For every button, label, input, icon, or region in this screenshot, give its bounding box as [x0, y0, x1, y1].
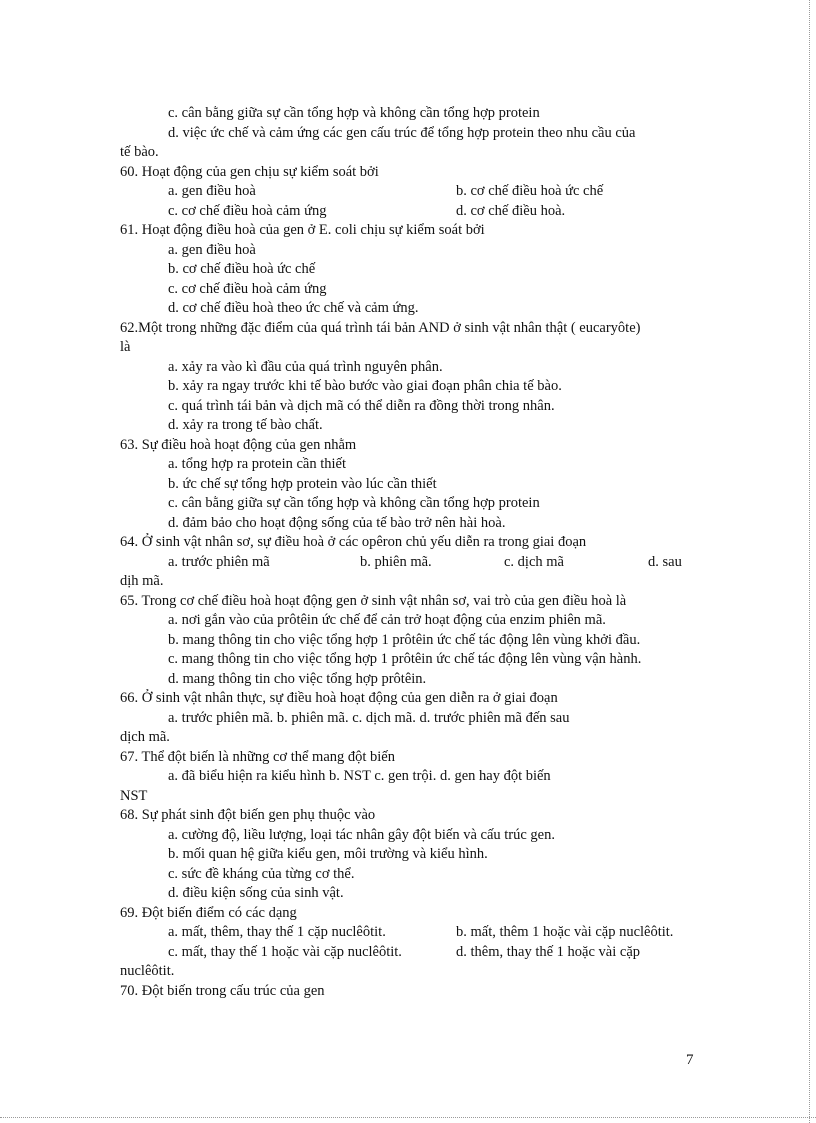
page-border-bottom: [0, 1117, 816, 1118]
answer-text: b. phiên mã.: [360, 554, 432, 570]
answer-text: c. dịch mã: [504, 554, 564, 570]
question-70: 70. Đột biến trong cấu trúc của gen: [120, 983, 325, 999]
question-66: 66. Ở sinh vật nhân thực, sự điều hoà hoạt động của gen diễn ra ở giai đoạn: [120, 690, 558, 706]
answer-text: d. thêm, thay thế 1 hoặc vài cặp: [456, 944, 641, 960]
answer-text: d. xảy ra trong tế bào chất.: [168, 417, 323, 433]
answer-text: b. xảy ra ngay trước khi tế bào bước vào giai đoạn phân chia tế bào.: [168, 378, 562, 394]
answer-text: a. nơi gắn vào của prôtêin ức chế để cản trở hoạt động của enzim phiên mã.: [168, 612, 606, 628]
answer-text: b. mối quan hệ giữa kiểu gen, môi trường và kiểu hình.: [168, 846, 488, 862]
answer-text: a. trước phiên mã: [168, 554, 270, 570]
answer-text: d. cơ chế điều hoà.: [456, 203, 566, 219]
question-65: 65. Trong cơ chế điều hoà hoạt động gen ở sinh vật nhân sơ, vai trò của gen điều hoà là: [120, 593, 627, 609]
answer-text: c. mang thông tin cho việc tổng hợp 1 prôtêin ức chế tác động lên vùng vận hành.: [168, 651, 642, 667]
answer-text: c. cân bằng giữa sự cần tổng hợp và không cần tổng hợp protein: [168, 495, 540, 511]
question-64: 64. Ở sinh vật nhân sơ, sự điều hoà ở các opêron chủ yếu diễn ra trong giai đoạn: [120, 534, 587, 550]
question-continuation: là: [120, 339, 131, 355]
answer-text: d. mang thông tin cho việc tổng hợp prôtêin.: [168, 671, 427, 687]
answer-continuation: NST: [120, 788, 148, 804]
question-68: 68. Sự phát sinh đột biến gen phụ thuộc vào: [120, 807, 376, 823]
answer-text: b. cơ chế điều hoà ức chế: [168, 261, 316, 277]
answer-text: c. sức đề kháng của từng cơ thể.: [168, 866, 355, 882]
question-67: 67. Thể đột biến là những cơ thể mang đột biến: [120, 749, 395, 765]
answer-text: a. gen điều hoà: [168, 183, 256, 199]
question-63: 63. Sự điều hoà hoạt động của gen nhằm: [120, 437, 357, 453]
page-number: 7: [686, 1052, 694, 1068]
answer-continuation: nuclêôtit.: [120, 963, 175, 979]
answer-text: d. điều kiện sống của sinh vật.: [168, 885, 344, 901]
answer-text: a. đã biểu hiện ra kiểu hình b. NST c. gen trội. d. gen hay đột biến: [168, 768, 551, 784]
question-62: 62.Một trong những đặc điểm của quá trình tái bản AND ở sinh vật nhân thật ( eucaryôte): [120, 320, 641, 336]
answer-text: c. cơ chế điều hoà cảm ứng: [168, 203, 327, 219]
answer-text: a. gen điều hoà: [168, 242, 256, 258]
answer-text: d. đảm bảo cho hoạt động sống của tế bào trở nên hài hoà.: [168, 515, 506, 531]
question-60: 60. Hoạt động của gen chịu sự kiểm soát bởi: [120, 164, 379, 180]
answer-text: b. mang thông tin cho việc tổng hợp 1 prôtêin ức chế tác động lên vùng khởi đầu.: [168, 632, 641, 648]
answer-text: a. tổng hợp ra protein cần thiết: [168, 456, 346, 472]
answer-text: b. cơ chế điều hoà ức chế: [456, 183, 604, 199]
answer-text: b. ức chế sự tổng hợp protein vào lúc cần thiết: [168, 476, 437, 492]
answer-continuation: tế bào.: [120, 144, 159, 160]
question-69: 69. Đột biến điểm có các dạng: [120, 905, 297, 921]
answer-text: d. sau: [648, 554, 682, 570]
answer-text: a. trước phiên mã. b. phiên mã. c. dịch mã. d. trước phiên mã đến sau: [168, 710, 570, 726]
answer-text: d. cơ chế điều hoà theo ức chế và cảm ứng.: [168, 300, 419, 316]
answer-text: a. mất, thêm, thay thế 1 cặp nuclêôtit.: [168, 924, 386, 940]
answer-text: c. mất, thay thế 1 hoặc vài cặp nuclêôtit.: [168, 944, 402, 960]
answer-text: a. xảy ra vào kì đầu của quá trình nguyên phân.: [168, 359, 443, 375]
answer-continuation: dịch mã.: [120, 729, 170, 745]
page-border-right: [809, 0, 810, 1123]
answer-text: c. quá trình tái bản và dịch mã có thể diễn ra đồng thời trong nhân.: [168, 398, 555, 414]
answer-text: c. cơ chế điều hoà cảm ứng: [168, 281, 327, 297]
answer-text: a. cường độ, liều lượng, loại tác nhân gây đột biến và cấu trúc gen.: [168, 827, 555, 843]
answer-continuation: dịh mã.: [120, 573, 164, 589]
question-61: 61. Hoạt động điều hoà của gen ở E. coli chịu sự kiểm soát bởi: [120, 222, 485, 238]
answer-text: b. mất, thêm 1 hoặc vài cặp nuclêôtit.: [456, 924, 674, 940]
answer-text: c. cân bằng giữa sự cần tổng hợp và không cần tổng hợp protein: [168, 105, 540, 121]
answer-text: d. việc ức chế và cảm ứng các gen cấu trúc để tổng hợp protein theo nhu cầu của: [168, 125, 636, 141]
